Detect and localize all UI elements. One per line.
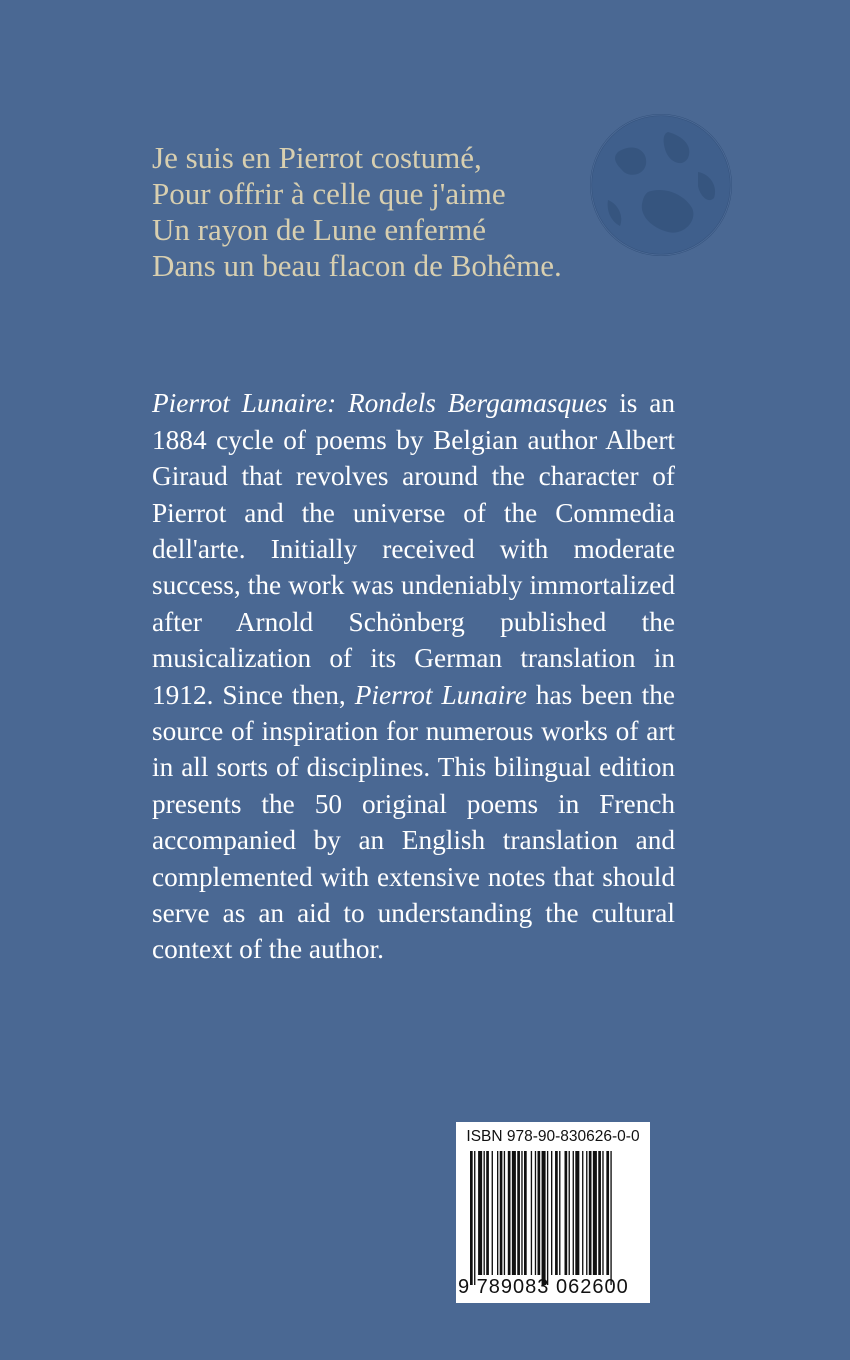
poem-line: Je suis en Pierrot costumé, [152, 140, 482, 175]
book-title-italic: Pierrot Lunaire: Rondels Bergamasques [152, 388, 608, 419]
poem-line: Pour offrir à celle que j'aime [152, 176, 506, 211]
isbn-label: ISBN 978-90-830626-0-0 [466, 1128, 640, 1145]
poem-excerpt [152, 140, 752, 284]
description-text-2: has been the source of inspiration for numerous works of art in all sorts of disciplines. This bilingual edition presents the 50 original poems in French accompanied by an English translation and complemented with extensive notes that should serve as an aid to understanding the cultural context of the author. [152, 679, 675, 965]
isbn-barcode [456, 1122, 650, 1303]
book-description [152, 385, 675, 968]
description-text-1: is an 1884 cycle of poems by Belgian author Albert Giraud that revolves around the character of Pierrot and the universe of the Commedia dell'arte. Initially received with moderate success, the work was undeniably immortalized after Arnold Schönberg published the musicalization of its German translation in 1912. Since then, [152, 388, 675, 710]
poem-line: Un rayon de Lune enfermé [152, 212, 486, 247]
book-title-italic-short: Pierrot Lunaire [354, 679, 527, 710]
ean-digits: 9 789083 062600 [458, 1276, 629, 1298]
poem-line: Dans un beau flacon de Bohême. [152, 248, 562, 283]
